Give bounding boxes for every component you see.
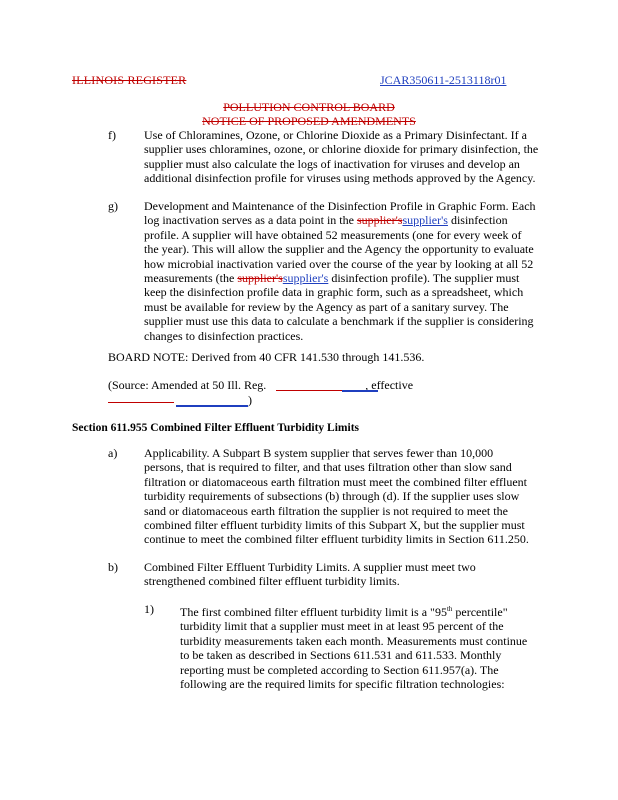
item-a-line: continue to meet the combined filter effluent turbidity limits in Section 611.250.	[144, 532, 529, 547]
item-b1-line	[180, 602, 527, 619]
item-b1-line: turbidity limit that a supplier must meet in at least 95 percent of the	[180, 619, 504, 634]
item-a-line: Applicability. A Subpart B system supplier that serves fewer than 10,000	[144, 446, 494, 460]
item-a-line: turbidity requirements of subsections (b) through (d). If the supplier uses slow	[144, 489, 520, 504]
item-g-letter: g)	[108, 199, 118, 213]
item-g-text: log inactivation serves as a data point in the	[144, 213, 357, 228]
item-a-paragraph	[144, 446, 529, 547]
inserted-blank-rule	[342, 390, 378, 392]
item-a-line: combined filter effluent turbidity limits of this Subpart X, but the supplier must	[144, 518, 525, 533]
percentile-text: percentile"	[452, 605, 508, 619]
item-g-paragraph	[144, 199, 536, 343]
item-b1-number: 1)	[144, 602, 154, 616]
item-a-line: persons, that is required to filter, and that uses filtration other than slow sand	[144, 460, 512, 475]
jcar-code: JCAR350611-2513118r01	[380, 73, 507, 87]
item-g-line	[144, 213, 536, 227]
item-f-letter: f)	[108, 128, 116, 142]
item-b-letter: b)	[108, 560, 118, 574]
inserted-text: supplier's	[402, 213, 448, 228]
item-g-line: profile. A supplier will have obtained 52 measurements (one for every week of	[144, 227, 522, 242]
item-g-line: keep the disinfection profile data in graphic form, such as a spreadsheet, which	[144, 285, 524, 300]
item-g-line: changes to disinfection practices.	[144, 328, 304, 343]
item-b-paragraph	[144, 560, 476, 589]
section-title: Section 611.955 Combined Filter Effluent Turbidity Limits	[72, 422, 359, 434]
deleted-text: supplier's	[237, 271, 283, 286]
item-f-line: supplier must also calculate the logs of inactivation for viruses and develop an	[144, 156, 520, 171]
board-note: BOARD NOTE: Derived from 40 CFR 141.530 through 141.536.	[108, 350, 425, 364]
notice-header: NOTICE OF PROPOSED AMENDMENTS	[202, 114, 416, 128]
item-g-text: disinfection profile). The supplier must	[328, 271, 520, 286]
item-b1-line: reporting must be completed according to Section 611.957(a). The	[180, 662, 499, 677]
deleted-text: supplier's	[356, 213, 403, 228]
register-header: ILLINOIS REGISTER	[72, 73, 187, 87]
source-prefix: (Source: Amended at 50 Ill. Reg.	[108, 378, 270, 392]
inserted-text: supplier's	[282, 271, 329, 286]
item-g-line: Development and Maintenance of the Disinfection Profile in Graphic Form. Each	[144, 199, 536, 213]
item-f-line: supplier uses chloramines, ozone, or chlorine dioxide for primary disinfection, the	[144, 142, 539, 157]
item-b-line: Combined Filter Effluent Turbidity Limits. A supplier must meet two	[144, 560, 476, 574]
item-a-line: sand or diatomaceous earth filtration the supplier is not required to meet the	[144, 503, 508, 518]
item-g-text: disinfection	[447, 213, 508, 228]
item-b1-paragraph	[180, 602, 527, 691]
item-f-paragraph	[144, 128, 538, 186]
item-f-line: Use of Chloramines, Ozone, or Chlorine Dioxide as a Primary Disinfectant. If a	[144, 128, 527, 142]
item-g-line: must be available for review by the Agency as part of a sanitary survey. The	[144, 299, 509, 314]
superscript-th: th	[446, 605, 453, 613]
item-g-line: how microbial inactivation varied over the course of the year by looking at all 52	[144, 256, 534, 271]
item-g-text: measurements (the	[144, 271, 238, 286]
item-g-line	[144, 271, 536, 285]
item-g-line: the year). This will allow the supplier and the Agency the opportunity to evaluate	[144, 242, 534, 257]
item-b1-line: turbidity measurements taken each month. Measurements must continue	[180, 633, 528, 648]
item-a-letter: a)	[108, 446, 118, 460]
item-g-line: supplier must use this data to calculate a benchmark if the supplier is considering	[144, 314, 534, 329]
item-a-line: filtration or diatomaceous earth filtration must meet the combined filter effluent	[144, 474, 527, 489]
item-f-line: additional disinfection profile for viruses using methods approved by the Agency.	[144, 171, 536, 186]
deleted-blank-rule	[108, 402, 174, 403]
item-b1-line: following are the required limits for specific filtration technologies:	[180, 677, 505, 692]
item-b-line: strengthened combined filter effluent turbidity limits.	[144, 574, 400, 589]
deleted-blank-rule	[276, 390, 342, 391]
item-b1-line: to be taken as described in Sections 611.531 and 611.533. Monthly	[180, 648, 502, 663]
inserted-blank-rule	[176, 405, 248, 407]
source-middle: , effective	[365, 378, 414, 392]
item-b1-text: The first combined filter effluent turbidity limit is a "95	[180, 605, 447, 619]
source-close: )	[248, 393, 252, 407]
board-header: POLLUTION CONTROL BOARD	[223, 100, 395, 114]
